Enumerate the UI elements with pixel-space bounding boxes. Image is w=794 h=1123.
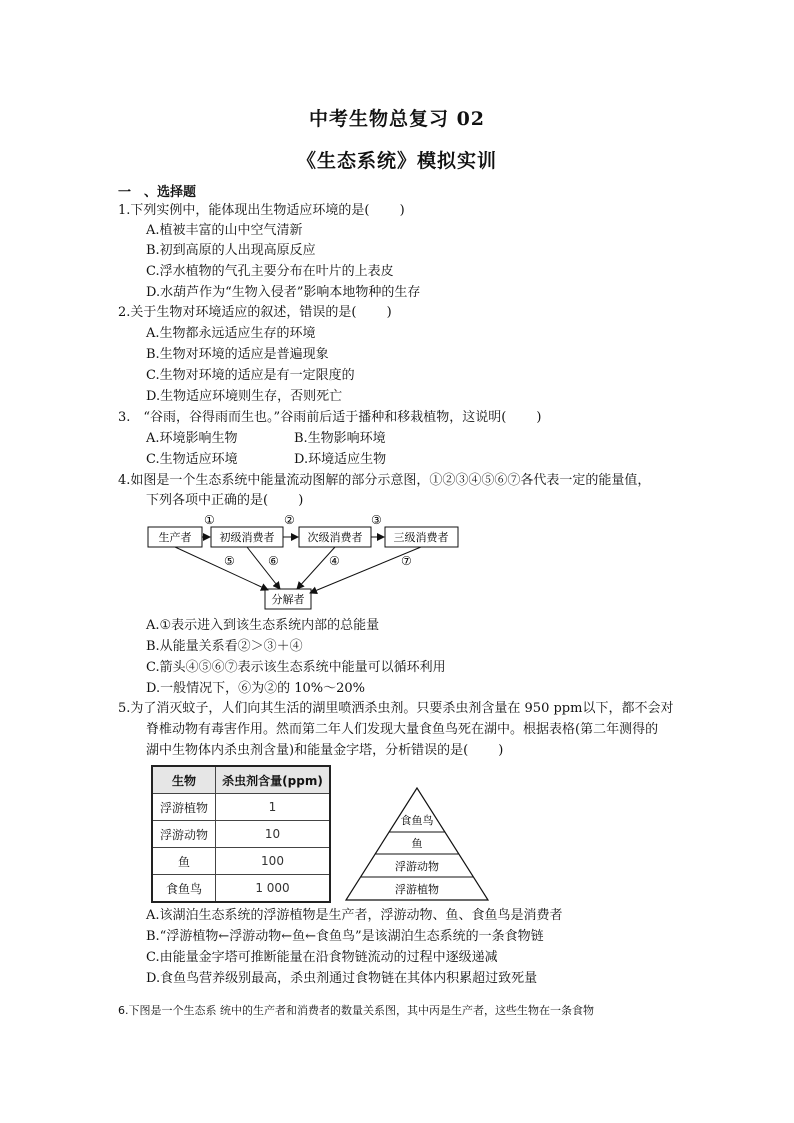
question-4-option-c: C.箭头④⑤⑥⑦表示该生态系统中能量可以循环利用 [146, 660, 446, 675]
table-cell-value: 1 000 [216, 875, 331, 903]
table-cell-organism: 鱼 [152, 848, 216, 875]
table-row [152, 848, 330, 875]
tertiary-consumer-label: 三级消费者 [393, 531, 449, 544]
pyramid-level-3: 浮游动物 [395, 860, 439, 873]
table-cell-value: 100 [216, 848, 331, 875]
label-7: ⑦ [401, 554, 412, 568]
question-3-option-c: C.生物适应环境 [146, 452, 238, 467]
producer-label: 生产者 [158, 531, 192, 544]
pyramid-level-2: 鱼 [411, 837, 423, 850]
table-cell-value: 1 [216, 794, 331, 821]
question-5-stem-line3: 湖中生物体内杀虫剂含量)和能量金字塔，分析错误的是( ) [146, 743, 504, 758]
question-5-stem-line1: 5.为了消灭蚊子，人们向其生活的湖里喷洒杀虫剂。只要杀虫剂含量在 950 ppm以下，都不会对 [118, 701, 674, 716]
question-2-option-c: C.生物对环境的适应是有一定限度的 [146, 368, 355, 383]
label-6: ⑥ [268, 554, 279, 568]
question-1-stem: 1.下列实例中，能体现出生物适应环境的是( ) [118, 203, 405, 218]
energy-flow-diagram [140, 510, 470, 614]
question-5-option-c: C.由能量金字塔可推断能量在沿食物链流动的过程中逐级递减 [146, 950, 498, 965]
table-header-row [152, 766, 330, 794]
question-5-option-a: A.该湖泊生态系统的浮游植物是生产者，浮游动物、鱼、食鱼鸟是消费者 [146, 908, 563, 923]
question-5-option-b: B.“浮游植物←浮游动物←鱼←食鱼鸟”是该湖泊生态系统的一条食物链 [146, 929, 544, 944]
question-1-option-c: C.浮水植物的气孔主要分布在叶片的上表皮 [146, 264, 394, 279]
question-3-stem: 3. “谷雨，谷得雨而生也。”谷雨前后适于播种和移栽植物，这说明( ) [118, 410, 542, 425]
label-5: ⑤ [224, 554, 235, 568]
question-1-option-a: A.植被丰富的山中空气清新 [146, 223, 303, 238]
question-3-option-a: A.环境影响生物 [146, 431, 238, 446]
question-6-stem: 6.下图是一个生态系 统中的生产者和消费者的数量关系图，其中丙是生产者，这些生物在一条食物 [118, 1004, 594, 1017]
table-cell-organism: 浮游植物 [152, 794, 216, 821]
question-4-stem-line1: 4.如图是一个生态系统中能量流动图解的部分示意图，①②③④⑤⑥⑦各代表一定的能量值， [118, 473, 651, 488]
table-header-content: 杀虫剂含量(ppm) [216, 766, 331, 794]
question-5-option-d: D.食鱼鸟营养级别最高，杀虫剂通过食物链在其体内积累超过致死量 [146, 971, 538, 986]
table-cell-organism: 浮游动物 [152, 821, 216, 848]
question-4-stem-line2: 下列各项中正确的是( ) [146, 493, 304, 508]
page-subtitle: 《生态系统》模拟实训 [296, 150, 497, 172]
table-row [152, 875, 330, 903]
question-2-option-d: D.生物适应环境则生存，否则死亡 [146, 389, 343, 404]
page-title: 中考生物总复习 02 [308, 108, 486, 130]
label-1: ① [204, 513, 215, 527]
table-row [152, 794, 330, 821]
table-row [152, 821, 330, 848]
primary-consumer-label: 初级消费者 [219, 531, 275, 544]
question-1-option-b: B.初到高原的人出现高原反应 [146, 243, 316, 258]
question-4-option-d: D.一般情况下，⑥为②的 10%～20% [146, 681, 366, 696]
energy-pyramid [344, 786, 490, 904]
pesticide-table [151, 765, 331, 903]
question-2-option-b: B.生物对环境的适应是普遍现象 [146, 347, 329, 362]
decomposer-label: 分解者 [271, 593, 305, 606]
question-2-stem: 2.关于生物对环境适应的叙述，错误的是( ) [118, 305, 392, 320]
table-cell-value: 10 [216, 821, 331, 848]
question-1-option-d: D.水葫芦作为“生物入侵者”影响本地物种的生存 [146, 285, 421, 300]
question-5-stem-line2: 脊椎动物有毒害作用。然而第二年人们发现大量食鱼鸟死在湖中。根据表格(第二年测得的 [146, 722, 659, 737]
question-4-option-a: A.①表示进入到该生态系统内部的总能量 [146, 618, 380, 633]
secondary-consumer-label: 次级消费者 [307, 531, 363, 544]
question-2-option-a: A.生物都永远适应生存的环境 [146, 326, 316, 341]
question-4-option-b: B.从能量关系看②＞③＋④ [146, 639, 303, 654]
question-3-option-d: D.环境适应生物 [294, 452, 387, 467]
question-3-option-b: B.生物影响环境 [294, 431, 386, 446]
section-heading: 一 、选择题 [118, 185, 197, 200]
label-4: ④ [329, 554, 340, 568]
table-cell-organism: 食鱼鸟 [152, 875, 216, 903]
label-3: ③ [371, 513, 382, 527]
table-header-organism: 生物 [152, 766, 216, 794]
label-2: ② [284, 513, 295, 527]
pyramid-level-1: 食鱼鸟 [400, 814, 434, 827]
pyramid-level-4: 浮游植物 [395, 883, 439, 896]
